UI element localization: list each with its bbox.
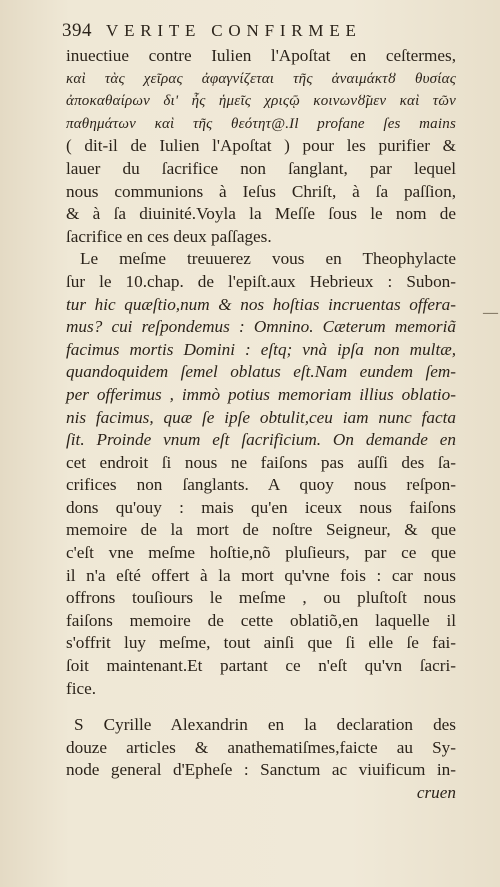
text-line: offrons touſiours le meſme , ou pluſtoſt nous xyxy=(66,588,456,608)
text-line: καὶ τὰς χεῖρας ἀφαγνίζεται τῆς ἀναιμάκτȣ θυσίας xyxy=(66,70,456,87)
text-line: dons qu'ouy : mais qu'en iceux nous faiſons xyxy=(66,497,456,517)
text-line: lauer du ſacrifice non ſanglant, par lequel xyxy=(66,158,456,178)
text-line: douze articles & anathematiſmes,faicte au Sy- xyxy=(66,737,456,757)
page-header xyxy=(62,20,462,46)
text-line: s'offrit luy meſme, tout ainſi que ſi elle ſe fai- xyxy=(66,633,456,653)
text-line: ἀποκαθαίρων δι' ἧς ἡμεῖς χριςῷ κοινωνȣ̃μεν καὶ τῶν xyxy=(66,93,456,110)
text-line: tur hic quæſtio,num & nos hoſtias incruentas offera- xyxy=(66,294,456,314)
text-line: cet endroit ſi nous ne faiſons pas auſſi des ſa- xyxy=(66,452,456,472)
text-line: cruen xyxy=(416,783,456,802)
text-line: c'eſt vne meſme hoſtie,nõ pluſieurs, par ce que xyxy=(66,543,456,563)
body-text xyxy=(66,45,456,805)
text-line: quandoquidem ſemel oblatus eſt.Nam eundem ſem- xyxy=(66,362,456,382)
text-line: node general d'Epheſe : Sanctum ac viuificum in- xyxy=(66,760,456,780)
text-line: ſur le 10.chap. de l'epiſt.aux Hebrieux : Subon- xyxy=(66,271,456,291)
margin-mark: — xyxy=(483,305,498,321)
text-line: Le meſme treuuerez vous en Theophylacte xyxy=(80,249,456,269)
page-number: 394 xyxy=(62,20,92,41)
text-line: faiſons memoire de cette oblatiõ,en laquelle il xyxy=(66,610,456,630)
text-line: nis facimus, quæ ſe ipſe obtulit,ceu iam nunc facta xyxy=(66,407,456,427)
text-line: παθημάτων καὶ τῆς θεότητ@.Il profane ſes mains xyxy=(66,115,456,132)
text-line: crifices non ſanglants. A quoy nous reſpon- xyxy=(66,475,456,495)
running-head: VERITE CONFIRMEE xyxy=(106,21,362,40)
text-line: & à ſa diuinité.Voyla la Meſſe ſous le nom de xyxy=(66,204,456,224)
text-line: ( dit-il de Iulien l'Apoſtat ) pour les purifier & xyxy=(66,136,456,156)
text-line: facimus mortis Domini : eſtq; vnà ipſa non multæ, xyxy=(66,339,456,359)
paragraph-gap xyxy=(66,700,456,714)
text-line: ſacrifice en ces deux paſſages. xyxy=(66,226,272,246)
text-line: inuectiue contre Iulien l'Apoſtat en ceſtermes, xyxy=(66,46,456,65)
text-line: il n'a eſté offert à la mort qu'vne fois : car nous xyxy=(66,565,456,585)
text-line: ſit. Proinde vnum eſt ſacrificium. On demande en xyxy=(66,430,456,450)
text-line: ſoit maintenant.Et partant ce n'eſt qu'vn ſacri- xyxy=(66,656,456,676)
text-line: S Cyrille Alexandrin en la declaration des xyxy=(74,715,456,735)
text-line: per offerimus , immò potius memoriam illius oblatio- xyxy=(66,384,456,404)
text-line: fice. xyxy=(66,678,97,698)
text-line: mus? cui reſpondemus : Omnino. Cæterum memoriã xyxy=(66,317,456,337)
text-line: nous communions à Ieſus Chriſt, à ſa paſſion, xyxy=(66,181,456,201)
text-line: memoire de la mort de noſtre Seigneur, & que xyxy=(66,520,456,540)
